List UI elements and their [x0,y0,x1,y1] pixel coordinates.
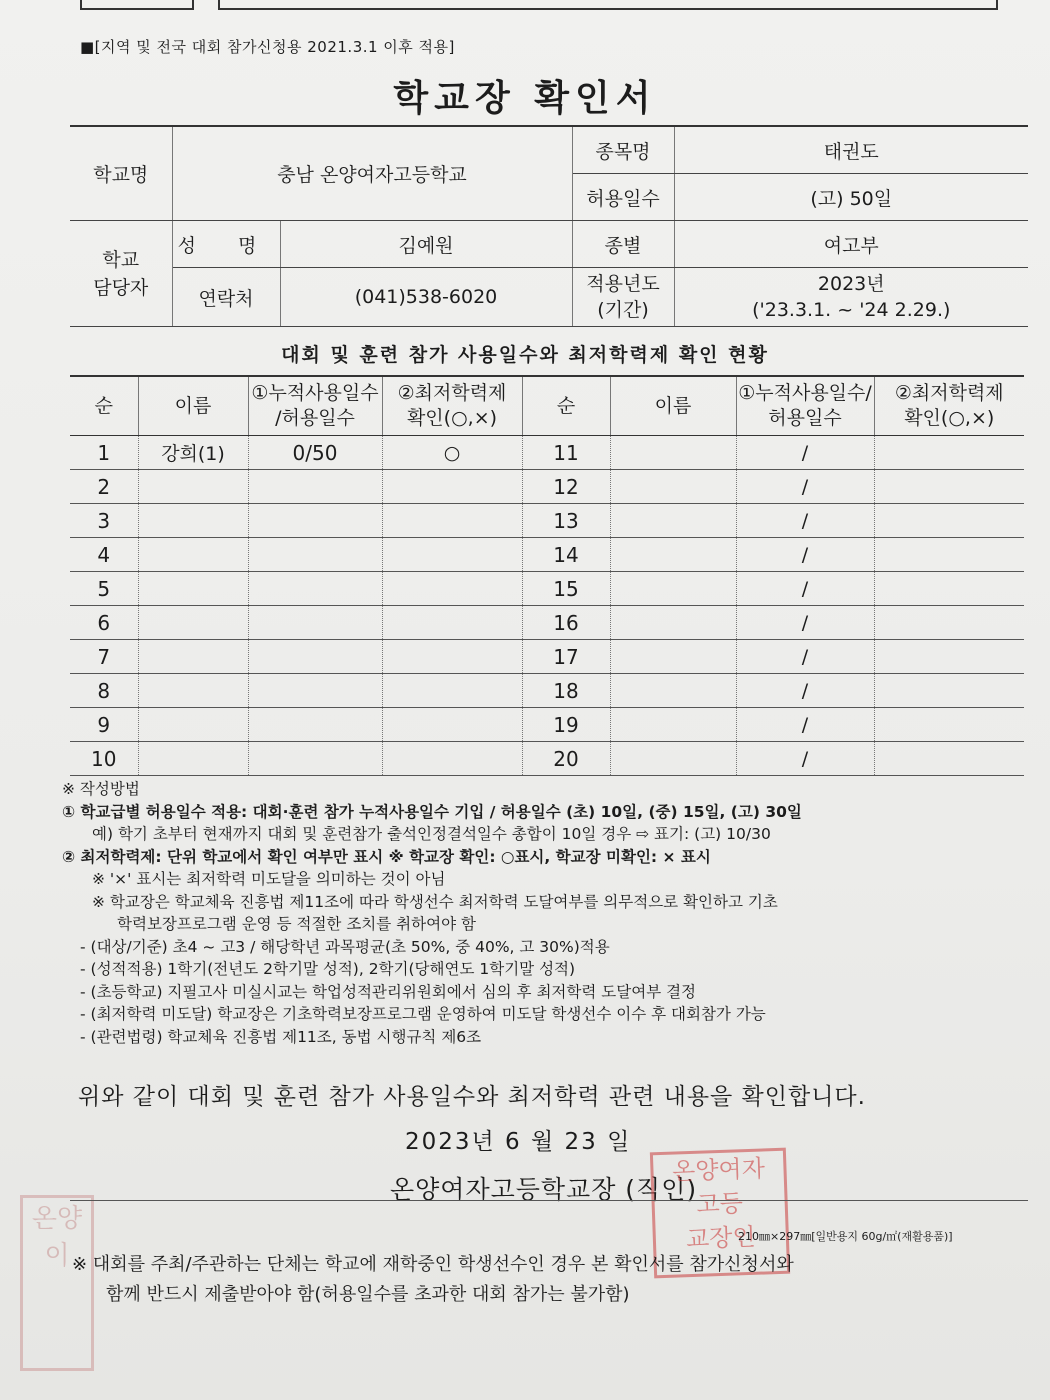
row-days-2: / [736,470,874,504]
row-academic-2 [874,538,1024,572]
header-name: 이름 [138,376,248,436]
note-item: - (대상/기준) 초4 ~ 고3 / 해당학년 과목평균(초 50%, 중 40%, 고 30%)적용 [80,937,610,956]
row-days [248,606,382,640]
row-name-2 [610,606,736,640]
row-name-2 [610,436,736,470]
row-seq-2: 20 [522,742,610,776]
row-days [248,708,382,742]
paper-spec: 210㎜×297㎜[일반용지 60g/㎡(재활용품)] [738,1230,953,1243]
note-item: - (초등학교) 지필고사 미실시교는 학업성적관리위원회에서 심의 후 최저학력 도달여부 결정 [80,982,697,1001]
row-academic-2 [874,674,1024,708]
row-name [138,572,248,606]
name-value: 김예원 [280,221,572,268]
name-label: 성 명 [172,221,280,268]
year-cell [674,268,1028,327]
note-item: - (최저학력 미도달) 학교장은 기초학력보장프로그램 운영하여 미도달 학생선수 이수 후 대회참가 가능 [80,1005,766,1023]
school-signature: 온양여자고등학교장 (직인) [390,1175,698,1204]
note-item: - (관련법령) 학교체육 진흥법 제11조, 동법 시행규칙 제6조 [80,1027,482,1046]
row-days [248,674,382,708]
row-academic [382,674,522,708]
note-item: ※ '×' 표시는 최저학력 미도달을 의미하는 것이 아님 [92,870,446,888]
page-title: 학교장 확인서 [393,78,657,119]
row-seq-2: 19 [522,708,610,742]
header-days: ①누적사용일수 /허용일수 [248,376,382,436]
row-days [248,470,382,504]
top-box-left [80,0,194,10]
row-seq-2: 16 [522,606,610,640]
row-academic [382,708,522,742]
row-seq-2: 14 [522,538,610,572]
school-label: 학교명 [70,126,172,221]
table-row [70,538,1024,572]
row-academic-2 [874,470,1024,504]
row-name-2 [610,504,736,538]
row-name-2 [610,708,736,742]
row-academic [382,606,522,640]
row-days-2: / [736,674,874,708]
note-item: - (성적적용) 1학기(전년도 2학기말 성적), 2학기(당해연도 1학기말 성적) [80,960,576,978]
row-academic-2 [874,708,1024,742]
top-box-right [218,0,998,10]
row-days [248,640,382,674]
divider [70,1200,1028,1201]
note-item: ※ 학교장은 학교체육 진흥법 제11조에 따라 학생선수 최저학력 도달여부를 의무적으로 확인하고 기초 [92,892,778,911]
row-seq: 10 [70,742,138,776]
header-name-2: 이름 [610,376,736,436]
row-name-2 [610,674,736,708]
row-days [248,504,382,538]
row-name [138,708,248,742]
row-name [138,640,248,674]
row-academic [382,572,522,606]
row-name [138,470,248,504]
row-seq: 2 [70,470,138,504]
row-days-2: / [736,640,874,674]
row-name-2 [610,470,736,504]
section-title: 대회 및 훈련 참가 사용일수와 최저학력제 확인 현황 [281,344,769,366]
table-row [70,742,1024,776]
row-seq-2: 18 [522,674,610,708]
footnote-line: ※ 대회를 주최/주관하는 단체는 학교에 재학중인 학생선수인 경우 본 확인서를 참가신청서와 [72,1254,794,1275]
row-name-2 [610,742,736,776]
note-heading: ※ 작성방법 [62,780,140,798]
row-seq: 1 [70,436,138,470]
footnote-line: 함께 반드시 제출받아야 함(허용일수를 초과한 대회 참가는 불가함) [106,1284,630,1305]
period-value: ('23.3.1. ~ '24 2.29.) [752,299,951,321]
row-academic [382,742,522,776]
row-academic [382,640,522,674]
category-value: 여고부 [674,221,1028,268]
row-name-2 [610,640,736,674]
row-seq-2: 13 [522,504,610,538]
row-seq: 5 [70,572,138,606]
sport-label: 종목명 [572,126,674,174]
table-row [70,504,1024,538]
sport-value: 태권도 [674,126,1028,174]
row-seq-2: 11 [522,436,610,470]
row-seq: 8 [70,674,138,708]
row-days [248,572,382,606]
row-academic [382,504,522,538]
row-days-2: / [736,436,874,470]
row-academic-2 [874,640,1024,674]
footnote [72,1250,794,1310]
header-seq: 순 [70,376,138,436]
note-item: 학력보장프로그램 운영 등 적절한 조치를 취하여야 함 [117,915,476,933]
manager-label: 학교 담당자 [70,221,172,327]
row-name [138,538,248,572]
row-days-2: / [736,708,874,742]
date-text: 2023년 6 월 23 일 [405,1129,632,1155]
table-row [70,606,1024,640]
year-label: 적용년도 (기간) [572,268,674,327]
row-name-2 [610,538,736,572]
row-academic [382,538,522,572]
row-seq-2: 15 [522,572,610,606]
header-seq-2: 순 [522,376,610,436]
confirmation-text: 위와 같이 대회 및 훈련 참가 사용일수와 최저학력 관련 내용을 확인합니다. [78,1084,866,1110]
header-academic: ②최저학력제 확인(○,×) [382,376,522,436]
note-item: 예) 학기 초부터 현재까지 대회 및 훈련참가 출석인정결석일수 총합이 10일 경우 ⇨ 표기: (고) 10/30 [92,825,771,843]
table-row [70,708,1024,742]
row-name [138,742,248,776]
note-item: ① 학교급별 허용일수 적용: 대회·훈련 참가 누적사용일수 기입 / 허용일수 (초) 10일, (중) 15일, (고) 30일 [62,802,802,821]
row-days [248,538,382,572]
row-academic [382,470,522,504]
row-name-2 [610,572,736,606]
table-row [70,470,1024,504]
note-item: ② 최저학력제: 단위 학교에서 확인 여부만 표시 ※ 학교장 확인: ○표시, 학교장 미확인: × 표시 [62,847,711,866]
table-row [70,572,1024,606]
row-days-2: / [736,742,874,776]
contact-value: (041)538-6020 [280,268,572,327]
row-days-2: / [736,504,874,538]
row-academic-2 [874,572,1024,606]
table-header-row [70,376,1024,436]
row-seq: 7 [70,640,138,674]
row-seq-2: 17 [522,640,610,674]
faded-seal: 온양이 [20,1195,94,1371]
year-value: 2023년 [817,273,885,295]
row-seq: 6 [70,606,138,640]
row-seq: 4 [70,538,138,572]
table-row [70,674,1024,708]
row-name: 강희(1) [138,436,248,470]
contact-label: 연락처 [172,268,280,327]
row-academic-2 [874,606,1024,640]
official-seal: 온양여자 고등 교장인 [650,1148,790,1279]
row-seq-2: 12 [522,470,610,504]
row-days-2: / [736,572,874,606]
row-seq: 9 [70,708,138,742]
info-table [70,125,1028,327]
row-academic: ○ [382,436,522,470]
header-days-2: ①누적사용일수/ 허용일수 [736,376,874,436]
row-academic-2 [874,504,1024,538]
participation-table [70,375,1024,776]
row-days-2: / [736,538,874,572]
row-academic-2 [874,742,1024,776]
table-row [70,640,1024,674]
row-days-2: / [736,606,874,640]
notice-line: ■[지역 및 전국 대회 참가신청용 2021.3.1 이후 적용] [80,38,455,56]
row-days: 0/50 [248,436,382,470]
row-name [138,674,248,708]
instructions [62,778,1032,1048]
header-academic-2: ②최저학력제 확인(○,×) [874,376,1024,436]
days-value: (고) 50일 [674,174,1028,221]
row-days [248,742,382,776]
days-label: 허용일수 [572,174,674,221]
row-academic-2 [874,436,1024,470]
category-label: 종별 [572,221,674,268]
table-row [70,436,1024,470]
row-name [138,606,248,640]
school-value: 충남 온양여자고등학교 [172,126,572,221]
row-name [138,504,248,538]
row-seq: 3 [70,504,138,538]
